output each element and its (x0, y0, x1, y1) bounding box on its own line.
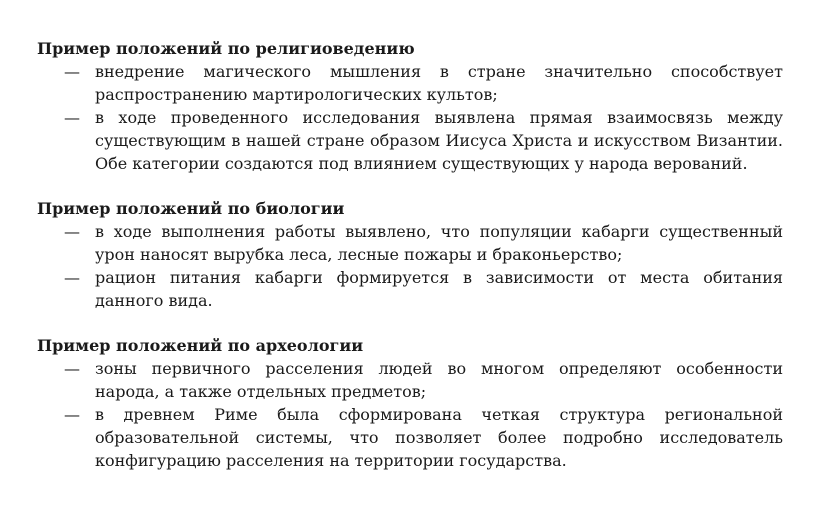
section-title: Пример положений по археологии (37, 336, 364, 355)
dash-marker: — (64, 268, 80, 287)
section-title: Пример положений по биологии (37, 199, 345, 218)
list-item (37, 357, 783, 403)
item-text: в ходе выполнения работы выявлено, что популяции кабарги существенный урон наносят вырубка леса, лесные пожары и браконьерство; (95, 222, 783, 264)
item-text: зоны первичного расселения людей во многом определяют особенности народа, а также отдельных предметов; (95, 359, 783, 401)
section-religious-studies (37, 37, 783, 175)
item-list (37, 357, 783, 472)
dash-marker: — (64, 62, 80, 81)
dash-marker: — (64, 222, 80, 241)
item-text: рацион питания кабарги формируется в зависимости от места обитания данного вида. (95, 268, 783, 310)
list-item (37, 60, 783, 106)
list-item (37, 403, 783, 472)
section-biology (37, 197, 783, 312)
dash-marker: — (64, 108, 80, 127)
document-page (37, 37, 783, 494)
list-item (37, 106, 783, 175)
list-item (37, 220, 783, 266)
item-text: внедрение магического мышления в стране значительно способствует распространению мартирологических культов; (95, 62, 783, 104)
section-title: Пример положений по религиоведению (37, 39, 415, 58)
item-list (37, 60, 783, 175)
dash-marker: — (64, 359, 80, 378)
list-item (37, 266, 783, 312)
item-list (37, 220, 783, 312)
item-text: в ходе проведенного исследования выявлена прямая взаимосвязь между существующим в нашей стране образом Иисуса Христа и искусством Византии. Обе категории создаются под влиянием существующих у народа верований. (95, 108, 783, 173)
section-archaeology (37, 334, 783, 472)
item-text: в древнем Риме была сформирована четкая структура региональной образовательной системы, что позволяет более подробно исследователь конфигурацию расселения на территории государства. (95, 405, 783, 470)
dash-marker: — (64, 405, 80, 424)
